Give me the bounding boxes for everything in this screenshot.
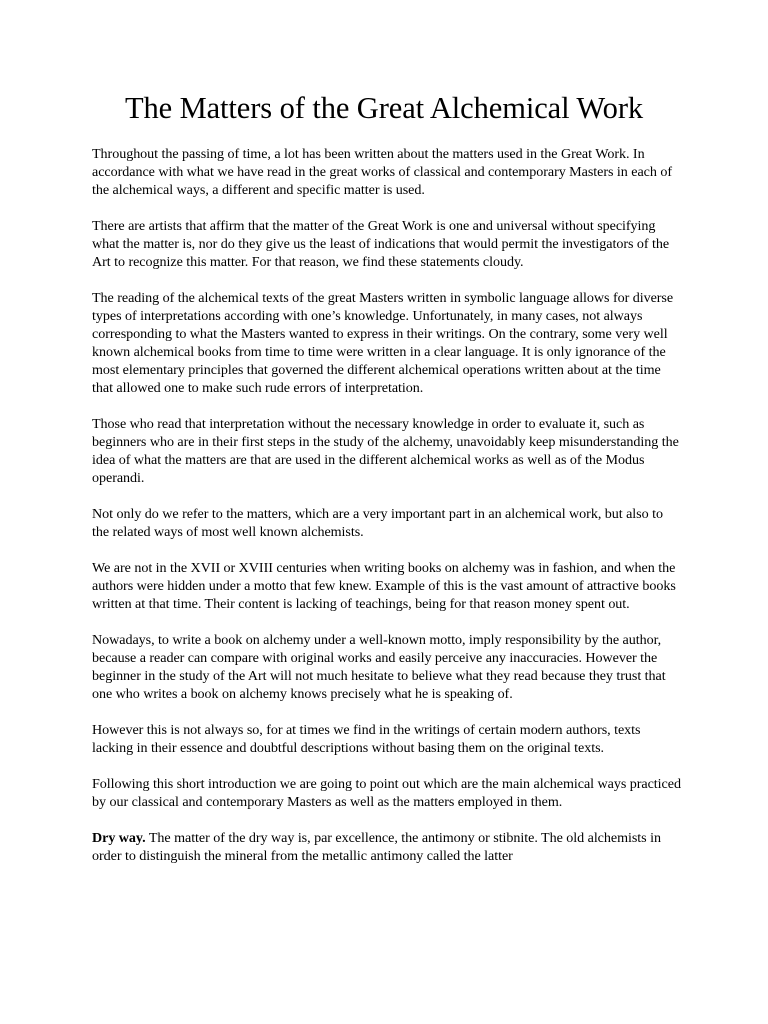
paragraph-1: Throughout the passing of time, a lot has been written about the matters used in the Great Work. In accordance with what we have read in the great works of classical and contemporary Masters in each of the alchemical ways, a different and specific matter is used. [92,146,672,198]
paragraph-2: There are artists that affirm that the matter of the Great Work is one and universal without specifying what the matter is, nor do they give us the least of indications that would permit the investigators of the Art to recognize this matter. For that reason, we find these statements cloudy. [92,218,670,270]
document-title: The Matters of the Great Alchemical Work [124,91,644,125]
paragraph-3: The reading of the alchemical texts of the great Masters written in symbolic language allows for diverse types of interpretations according with one’s knowledge. Unfortunately, in many cases, not always corresponding to what the Masters wanted to express in their writings. On the contrary, some very well known alchemical books from time to time were written in a clear language. It is only ignorance of the most elementary principles that governed the different alchemical operations written about at the time that allowed one to make such rude errors of interpretation. [92,290,674,396]
paragraph-8: However this is not always so, for at times we find in the writings of certain modern authors, texts lacking in their essence and doubtful descriptions without basing them on the original texts. [92,722,641,756]
paragraph-dry-way [92,829,682,865]
paragraph-6: We are not in the XVII or XVIII centuries when writing books on alchemy was in fashion, and when the authors were hidden under a motto that few knew. Example of this is the vast amount of attractive books written at that time. Their content is lacking of teachings, being for that reason money spent out. [92,560,676,612]
paragraph-5: Not only do we refer to the matters, which are a very important part in an alchemical work, but also to the related ways of most well known alchemists. [92,506,663,540]
paragraph-4: Those who read that interpretation without the necessary knowledge in order to evaluate it, such as beginners who are in their first steps in the study of the alchemy, unavoidably keep misunderstanding the idea of what the matters are that are used in the different alchemical works as well as of the Modus operandi. [92,416,679,486]
dry-way-text: The matter of the dry way is, par excellence, the antimony or stibnite. The old alchemists in order to distinguish the mineral from the metallic antimony called the latter [92,830,661,864]
paragraph-9: Following this short introduction we are going to point out which are the main alchemical ways practiced by our classical and contemporary Masters as well as the matters employed in them. [92,776,681,810]
paragraph-7: Nowadays, to write a book on alchemy under a well-known motto, imply responsibility by the author, because a reader can compare with original works and easily perceive any inaccuracies. However the beginner in the study of the Art will not much hesitate to believe what they read because they trust that one who writes a book on alchemy knows precisely what he is speaking of. [92,632,666,702]
dry-way-heading: Dry way. [92,830,146,846]
document-body [92,145,682,865]
